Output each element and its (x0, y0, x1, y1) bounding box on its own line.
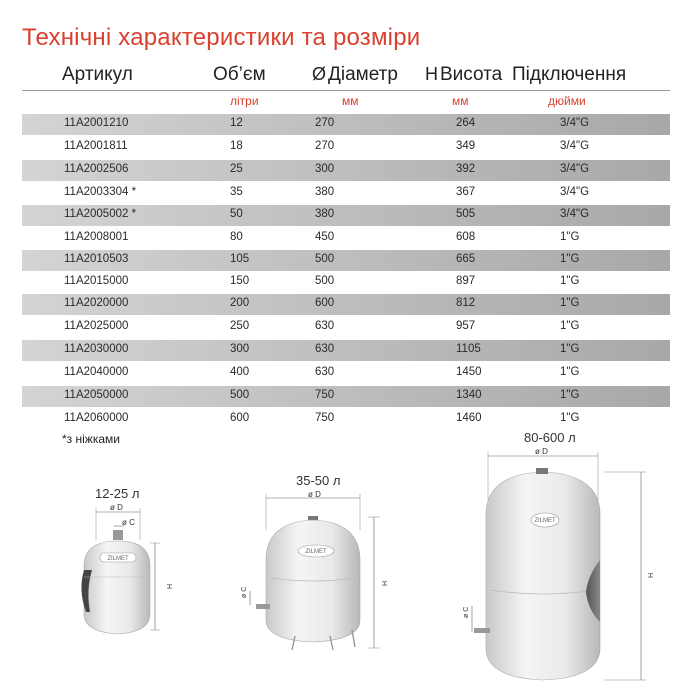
cell-height: 1450 (456, 366, 482, 378)
diagram-large-label: 80-600 л (524, 430, 576, 445)
cell-connection: 1"G (560, 366, 580, 378)
cell-height: 1340 (456, 389, 482, 401)
cell-article: 11A2030000 (64, 343, 129, 355)
cell-article: 11A2015000 (64, 275, 129, 287)
cell-article: 11A2005002 * (64, 208, 137, 220)
cell-volume: 12 (230, 117, 243, 129)
page-title: Технічні характеристики та розміри (22, 24, 421, 51)
cell-connection: 1"G (560, 253, 580, 265)
diagram-small-label: 12-25 л (95, 486, 140, 501)
cell-diameter: 500 (315, 275, 335, 287)
cell-height: 897 (456, 275, 476, 287)
cell-volume: 80 (230, 231, 243, 243)
small-dim-h: H (167, 583, 174, 589)
cell-article: 11A2008001 (64, 231, 129, 243)
diagram-medium-label: 35-50 л (296, 473, 341, 488)
medium-logo: ZILMET (305, 549, 327, 555)
header-height-label: Висота (440, 64, 503, 85)
large-logo: ZILMET (534, 518, 556, 524)
medium-dim-h: H (382, 580, 389, 586)
cell-height: 665 (456, 253, 476, 265)
tank-medium-illustration (241, 494, 389, 650)
cell-height: 608 (456, 231, 476, 243)
cell-connection: 1"G (560, 275, 580, 287)
cell-connection: 3/4"G (560, 186, 590, 198)
cell-diameter: 270 (315, 117, 335, 129)
tank-small-illustration (81, 508, 160, 634)
cell-volume: 200 (230, 297, 250, 309)
cell-diameter: 630 (315, 320, 335, 332)
diameter-symbol: Ø (312, 64, 327, 84)
cell-diameter: 500 (315, 253, 335, 265)
cell-connection: 1"G (560, 389, 580, 401)
unit-volume: літри (230, 94, 259, 108)
small-dim-d: ø D (110, 503, 123, 512)
cell-volume: 18 (230, 140, 243, 152)
cell-article: 11A2001811 (64, 140, 128, 152)
cell-height: 957 (456, 320, 476, 332)
cell-diameter: 750 (315, 389, 335, 401)
cell-diameter: 270 (315, 140, 335, 152)
cell-diameter: 380 (315, 208, 335, 220)
unit-height: мм (452, 94, 469, 108)
cell-diameter: 630 (315, 366, 335, 378)
cell-connection: 1"G (560, 231, 580, 243)
cell-article: 11A2050000 (64, 389, 129, 401)
large-dim-c: ø C (463, 606, 470, 618)
cell-height: 505 (456, 208, 476, 220)
cell-volume: 400 (230, 366, 250, 378)
cell-diameter: 600 (315, 297, 335, 309)
cell-volume: 25 (230, 163, 243, 175)
small-logo: ZILMET (107, 556, 129, 562)
cell-diameter: 450 (315, 231, 335, 243)
cell-volume: 250 (230, 320, 250, 332)
medium-dim-c: ø C (241, 586, 248, 598)
cell-volume: 50 (230, 208, 243, 220)
cell-connection: 1"G (560, 297, 580, 309)
cell-volume: 150 (230, 275, 250, 287)
large-dim-h: H (648, 572, 655, 578)
cell-volume: 500 (230, 389, 250, 401)
small-dim-c: ø C (122, 518, 135, 527)
cell-height: 392 (456, 163, 476, 175)
cell-connection: 1"G (560, 343, 580, 355)
cell-article: 11A2003304 * (64, 186, 137, 198)
large-dim-d: ø D (535, 447, 548, 456)
cell-article: 11A2025000 (64, 320, 129, 332)
header-connection: Підключення (512, 64, 627, 85)
header-diameter-label: Діаметр (328, 64, 398, 85)
cell-article: 11A2060000 (64, 412, 129, 424)
cell-article: 11A2040000 (64, 366, 129, 378)
cell-height: 367 (456, 186, 476, 198)
unit-connection: дюйми (548, 94, 586, 108)
header-article: Артикул (62, 64, 133, 85)
tank-large-illustration (463, 452, 655, 680)
cell-connection: 3/4"G (560, 140, 590, 152)
cell-volume: 600 (230, 412, 250, 424)
cell-connection: 1"G (560, 412, 580, 424)
cell-height: 1460 (456, 412, 482, 424)
cell-volume: 105 (230, 253, 250, 265)
cell-volume: 35 (230, 186, 243, 198)
cell-article: 11A2001210 (64, 117, 129, 129)
footnote: *з ніжками (62, 432, 120, 446)
cell-connection: 1"G (560, 320, 580, 332)
cell-height: 1105 (456, 343, 481, 355)
height-symbol: H (425, 64, 438, 84)
cell-article: 11A2010503 (64, 253, 129, 265)
cell-connection: 3/4"G (560, 163, 590, 175)
header-volume: Об’єм (213, 64, 266, 85)
cell-diameter: 630 (315, 343, 335, 355)
cell-height: 264 (456, 117, 476, 129)
cell-article: 11A2002506 (64, 163, 129, 175)
cell-connection: 3/4"G (560, 208, 590, 220)
cell-connection: 3/4"G (560, 117, 590, 129)
cell-height: 812 (456, 297, 476, 309)
cell-height: 349 (456, 140, 476, 152)
cell-diameter: 750 (315, 412, 335, 424)
cell-diameter: 300 (315, 163, 335, 175)
cell-diameter: 380 (315, 186, 335, 198)
cell-article: 11A2020000 (64, 297, 129, 309)
unit-diameter: мм (342, 94, 359, 108)
medium-dim-d: ø D (308, 490, 321, 499)
cell-volume: 300 (230, 343, 250, 355)
